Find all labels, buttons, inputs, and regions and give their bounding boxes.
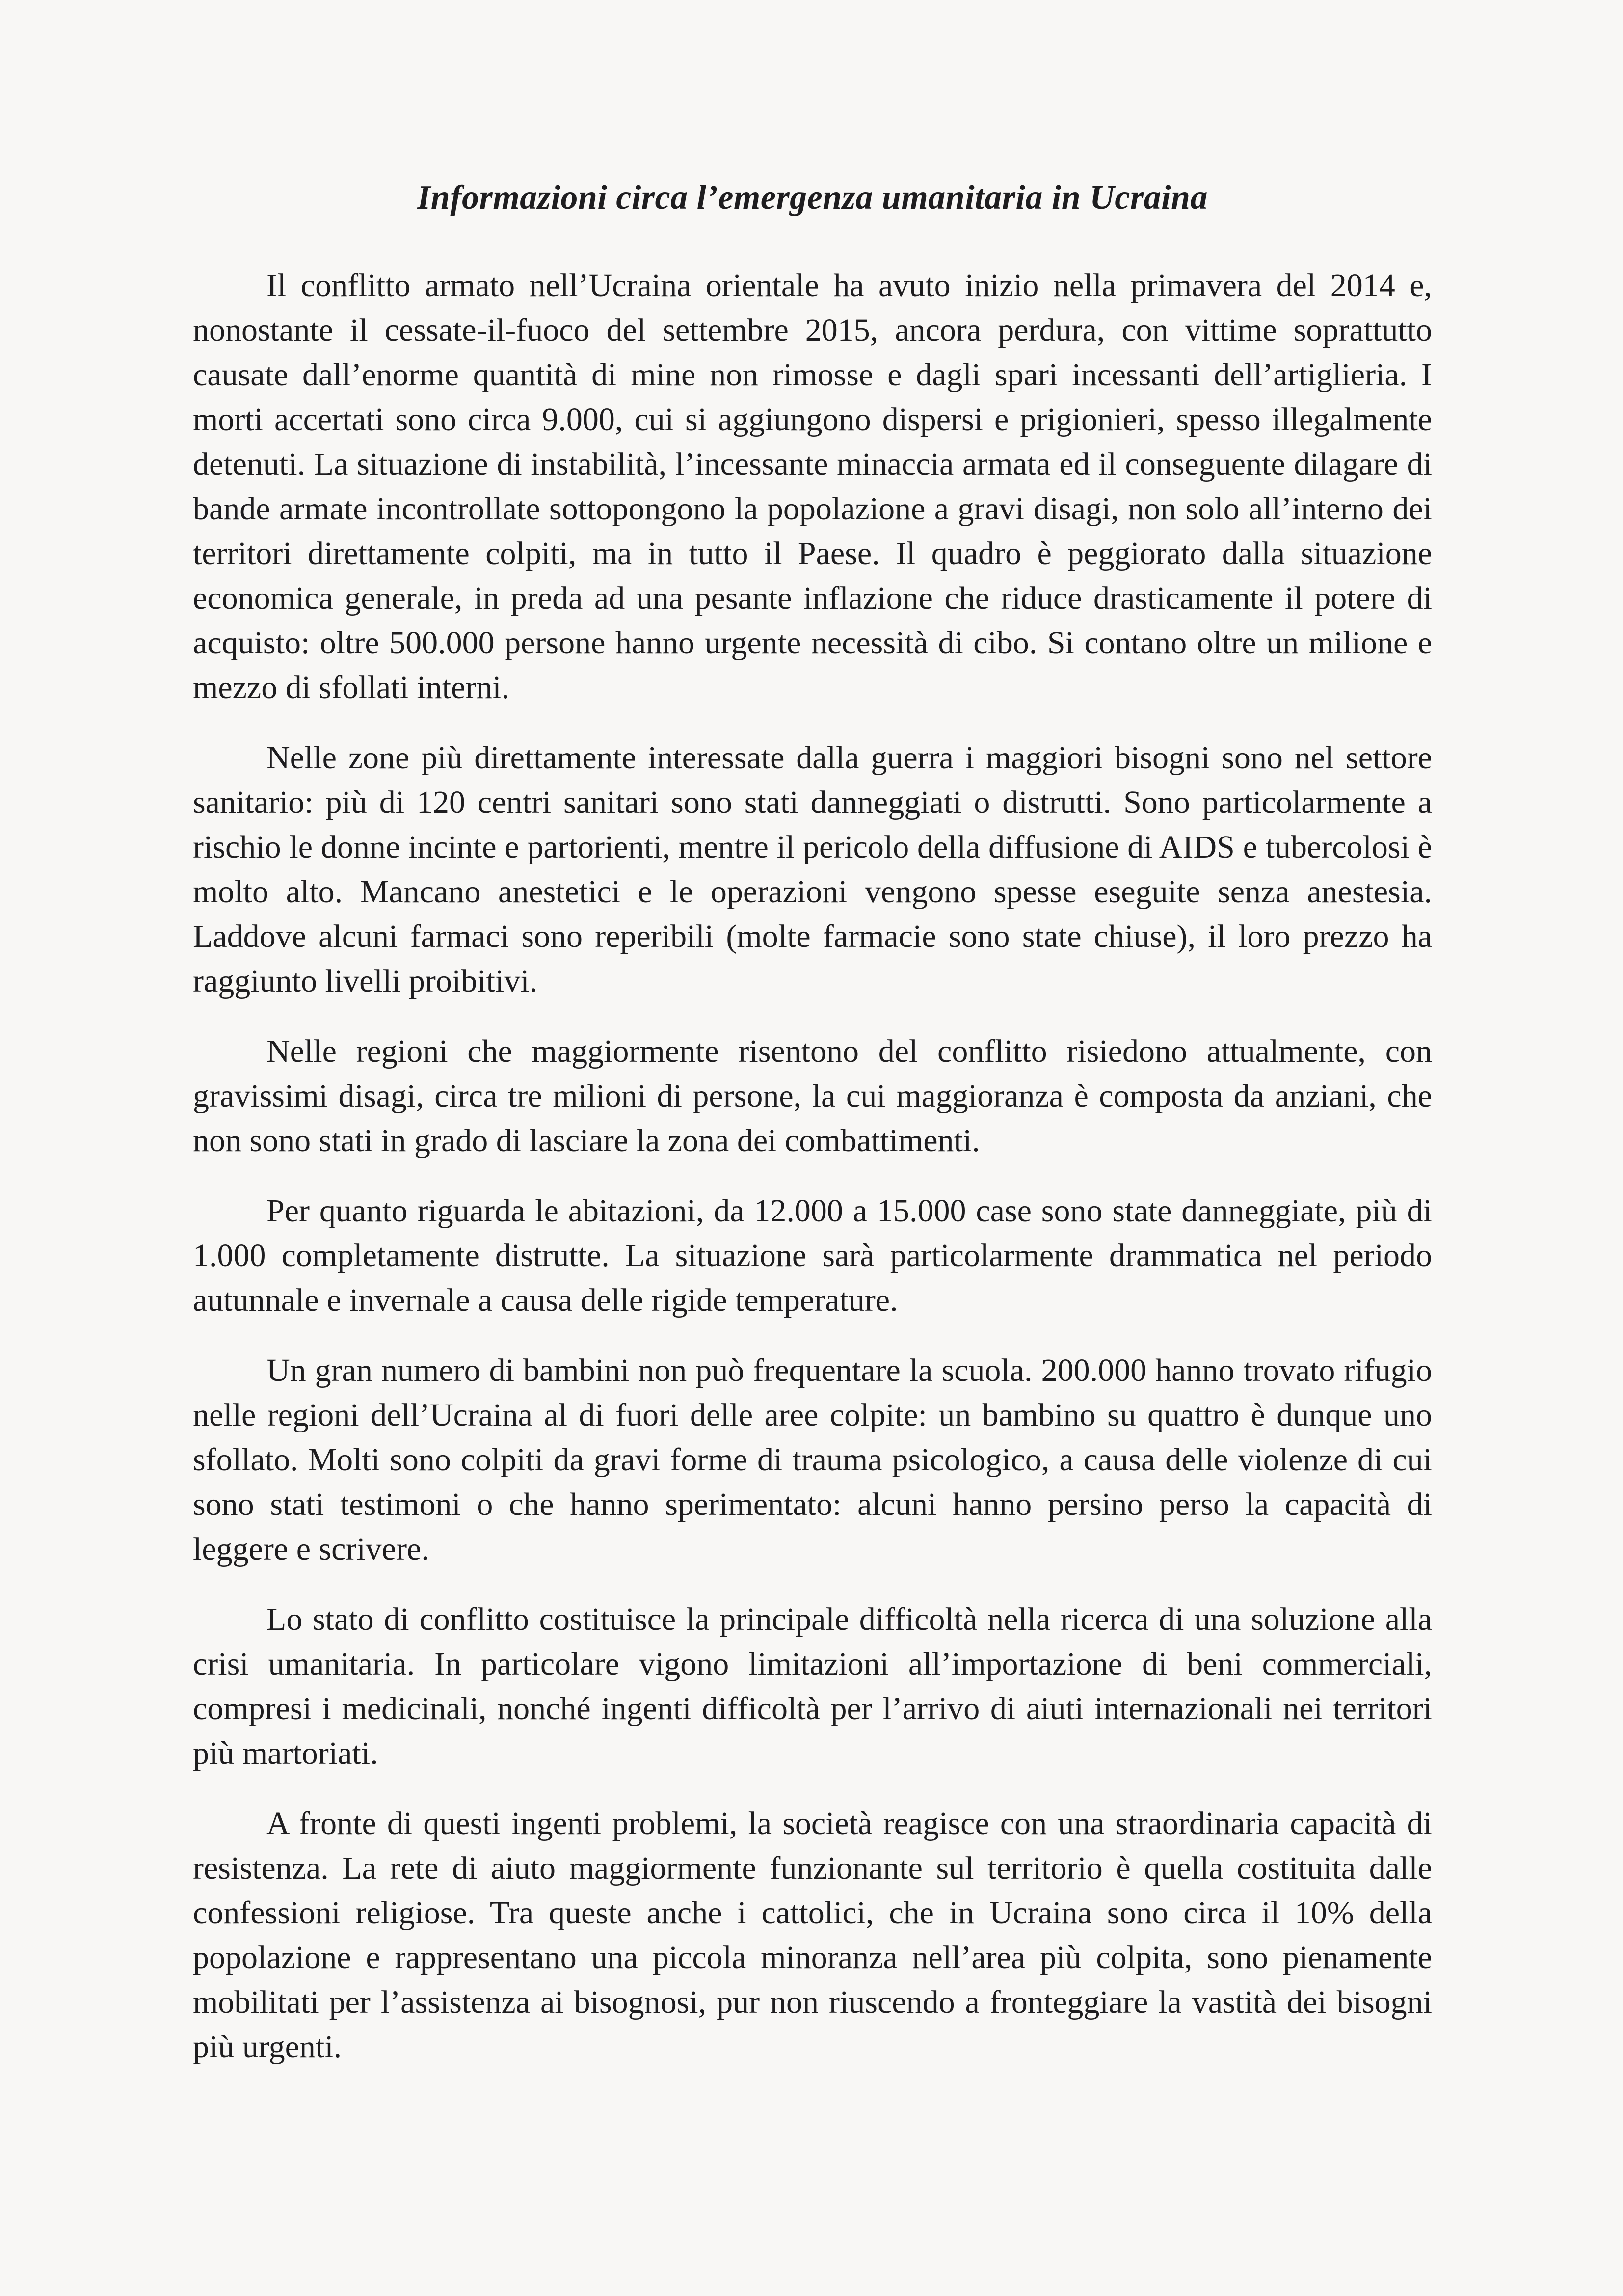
document-body <box>193 177 1432 2095</box>
paragraph-society-response: A fronte di questi ingenti problemi, la società reagisce con una straordinaria capacità di resistenza. La rete di aiuto maggiormente funzionante sul territorio è quella costituita dalle confessioni religiose. Tra queste anche i cattolici, che in Ucraina sono circa il 10% della popolazione e rappresentano una piccola minoranza nell’area più colpita, sono pienamente mobilitati per l’assistenza ai bisognosi, pur non riuscendo a fronteggiare la vastità dei bisogni più urgenti. <box>193 1806 1432 2065</box>
document-title: Informazioni circa l’emergenza umanitaria in Ucraina <box>417 179 1208 216</box>
paragraph-conflict-overview: Il conflitto armato nell’Ucraina orientale ha avuto inizio nella primavera del 2014 e, nonostante il cessate-il-fuoco del settembre 2015, ancora perdura, con vittime soprattutto causate dall’enorme quantità di mine non rimosse e dagli spari incessanti dell’artiglieria. I morti accertati sono circa 9.000, cui si aggiungono dispersi e prigionieri, spesso illegalmente detenuti. La situazione di instabilità, l’incessante minaccia armata ed il conseguente dilagare di bande armate incontrollate sottopongono la popolazione a gravi disagi, non solo all’interno dei territori direttamente colpiti, ma in tutto il Paese. Il quadro è peggiorato dalla situazione economica generale, in preda ad una pesante inflazione che riduce drasticamente il potere di acquisto: oltre 500.000 persone hanno urgente necessità di cibo. Si contano oltre un milione e mezzo di sfollati interni. <box>193 268 1432 705</box>
paragraph-housing: Per quanto riguarda le abitazioni, da 12.000 a 15.000 case sono state danneggiate, più di 1.000 completamente distrutte. La situazione sarà particolarmente drammatica nel periodo autunnale e invernale a causa delle rigide temperature. <box>193 1193 1432 1318</box>
paragraph-residents: Nelle regioni che maggiormente risentono del conflitto risiedono attualmente, con gravissimi disagi, circa tre milioni di persone, la cui maggioranza è composta da anziani, che non sono stati in grado di lasciare la zona dei combattimenti. <box>193 1033 1432 1159</box>
paragraph-health-sector: Nelle zone più direttamente interessate dalla guerra i maggiori bisogni sono nel settore sanitario: più di 120 centri sanitari sono stati danneggiati o distrutti. Sono particolarmente a rischio le donne incinte e partorienti, mentre il pericolo della diffusione di AIDS e tubercolosi è molto alto. Mancano anestetici e le operazioni vengono spesse eseguite senza anestesia. Laddove alcuni farmaci sono reperibili (molte farmacie sono state chiuse), il loro prezzo ha raggiunto livelli proibitivi. <box>193 740 1432 999</box>
paragraph-aid-obstacles: Lo stato di conflitto costituisce la principale difficoltà nella ricerca di una soluzione alla crisi umanitaria. In particolare vigono limitazioni all’importazione di beni commerciali, compresi i medicinali, nonché ingenti difficoltà per l’arrivo di aiuti internazionali nei territori più martoriati. <box>193 1601 1432 1771</box>
paragraph-children: Un gran numero di bambini non può frequentare la scuola. 200.000 hanno trovato rifugio nelle regioni dell’Ucraina al di fuori delle aree colpite: un bambino su quattro è dunque uno sfollato. Molti sono colpiti da gravi forme di trauma psicologico, a causa delle violenze di cui sono stati testimoni o che hanno sperimentato: alcuni hanno persino perso la capacità di leggere e scrivere. <box>193 1352 1432 1567</box>
